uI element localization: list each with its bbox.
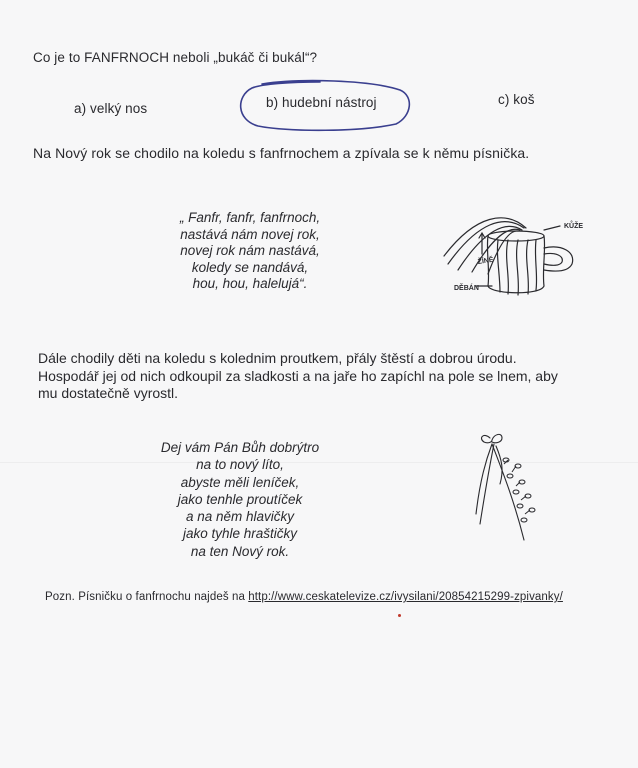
paragraph-line: Hospodář jej od nich odkoupil za sladkosti a na jaře ho zapíchl na pole se lnem, aby [38,367,558,384]
footnote-text: Pozn. Písničku o fanfrnochu najdeš na [45,591,245,603]
song-koleda [150,439,330,560]
song1-line: novej rok nám nastává, [180,243,320,258]
option-a: a) velký nos [74,101,148,116]
option-c: c) koš [498,92,535,107]
song2-line: jako tenhle proutíček [177,491,303,507]
song1-line: nastává nám novej rok, [180,226,320,242]
koledni-proutek-drawing [462,430,552,545]
song1-line: hou, hou, halelujá“. [192,276,308,291]
footnote-link[interactable]: http://www.ceskatelevize.cz/ivysilani/20854215299-zpivanky/ [248,591,563,603]
song2-line: na to nový líto, [196,457,284,473]
song2-line: Dej vám Pán Bůh dobrýtro [160,440,320,455]
fanfrnoch-drum-drawing [436,200,596,310]
song1-line: koledy se nandává, [191,259,309,275]
label-hairs: ŽÍNĚ [477,256,495,266]
song2-line: abyste měli leníček, [180,474,300,490]
option-b: b) hudební nástroj [266,95,377,110]
paragraph-line: mu dostatečně vyrostl. [38,385,179,401]
intro-text: Na Nový rok se chodilo na koledu s fanfrnochem a zpívala se k němu písnička. [33,145,530,161]
footnote [45,591,563,603]
song2-line: a na něm hlavičky [185,509,295,525]
label-skin: KŮŽE [564,223,584,230]
song2-line: jako tyhle hraštičky [182,526,298,542]
song1-line: „ Fanfr, fanfr, fanfrnoch, [179,210,321,225]
question-text: Co je to FANFRNOCH neboli „bukáč či bukál“? [33,50,318,65]
paragraph-koleda [38,350,558,403]
red-dot-mark [398,614,401,617]
song2-line: na ten Nový rok. [190,543,290,559]
label-barrel: DĚBÁN [454,285,479,292]
paragraph-line: Dále chodily děti na koledu s kolednim proutkem, přály štěstí a dobrou úrodu. [38,350,517,366]
song-fanfrnoch [160,210,340,293]
